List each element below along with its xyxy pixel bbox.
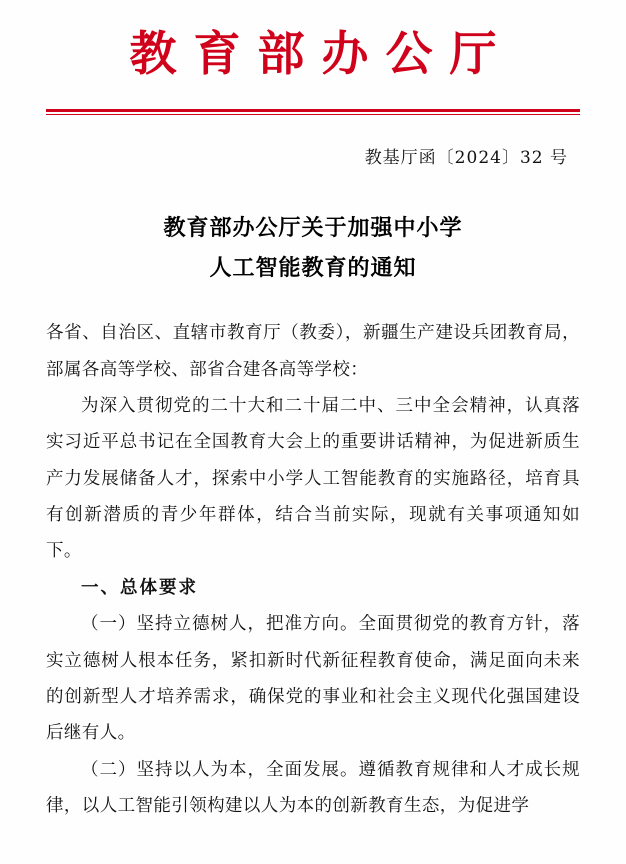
preamble-paragraph: 为深入贯彻党的二十大和二十届二中、三中全会精神，认真落实习近平总书记在全国教育大会上的重要讲话精神，为促进新质生产力发展储备人才，探索中小学人工智能教育的实施路径，培育具有创新潜质的青少年群体，结合当前实际，现就有关事项通知如下。	[46, 395, 580, 562]
paragraph-item-2: （二）坚持以人为本，全面发展。遵循教育规律和人才成长规律，以人工智能引领构建以人为本的创新教育生态，为促进学	[46, 759, 580, 817]
document-headline	[46, 208, 580, 289]
letterhead-rule-thin	[46, 114, 580, 115]
headline-line-1: 教育部办公厅关于加强中小学	[163, 214, 463, 241]
document-number: 教基厅函〔2024〕32 号	[364, 147, 568, 168]
section-heading-overall-requirements: 一、总体要求	[81, 577, 198, 598]
letterhead-rules	[46, 109, 580, 115]
document-body	[46, 315, 580, 824]
issuing-authority-title: 教育部办公厅	[129, 27, 514, 82]
addressee-paragraph: 各省、自治区、直辖市教育厅（教委），新疆生产建设兵团教育局，部属各高等学校、部省合建各高等学校：	[46, 323, 580, 380]
headline-line-2: 人工智能教育的通知	[209, 255, 417, 282]
paragraph-item-1: （一）坚持立德树人，把准方向。全面贯彻党的教育方针，落实立德树人根本任务，紧扣新时代新征程教育使命，满足面向未来的创新型人才培养需求，确保党的事业和社会主义现代化强国建设后继有人。	[46, 614, 580, 744]
letterhead	[46, 0, 580, 115]
